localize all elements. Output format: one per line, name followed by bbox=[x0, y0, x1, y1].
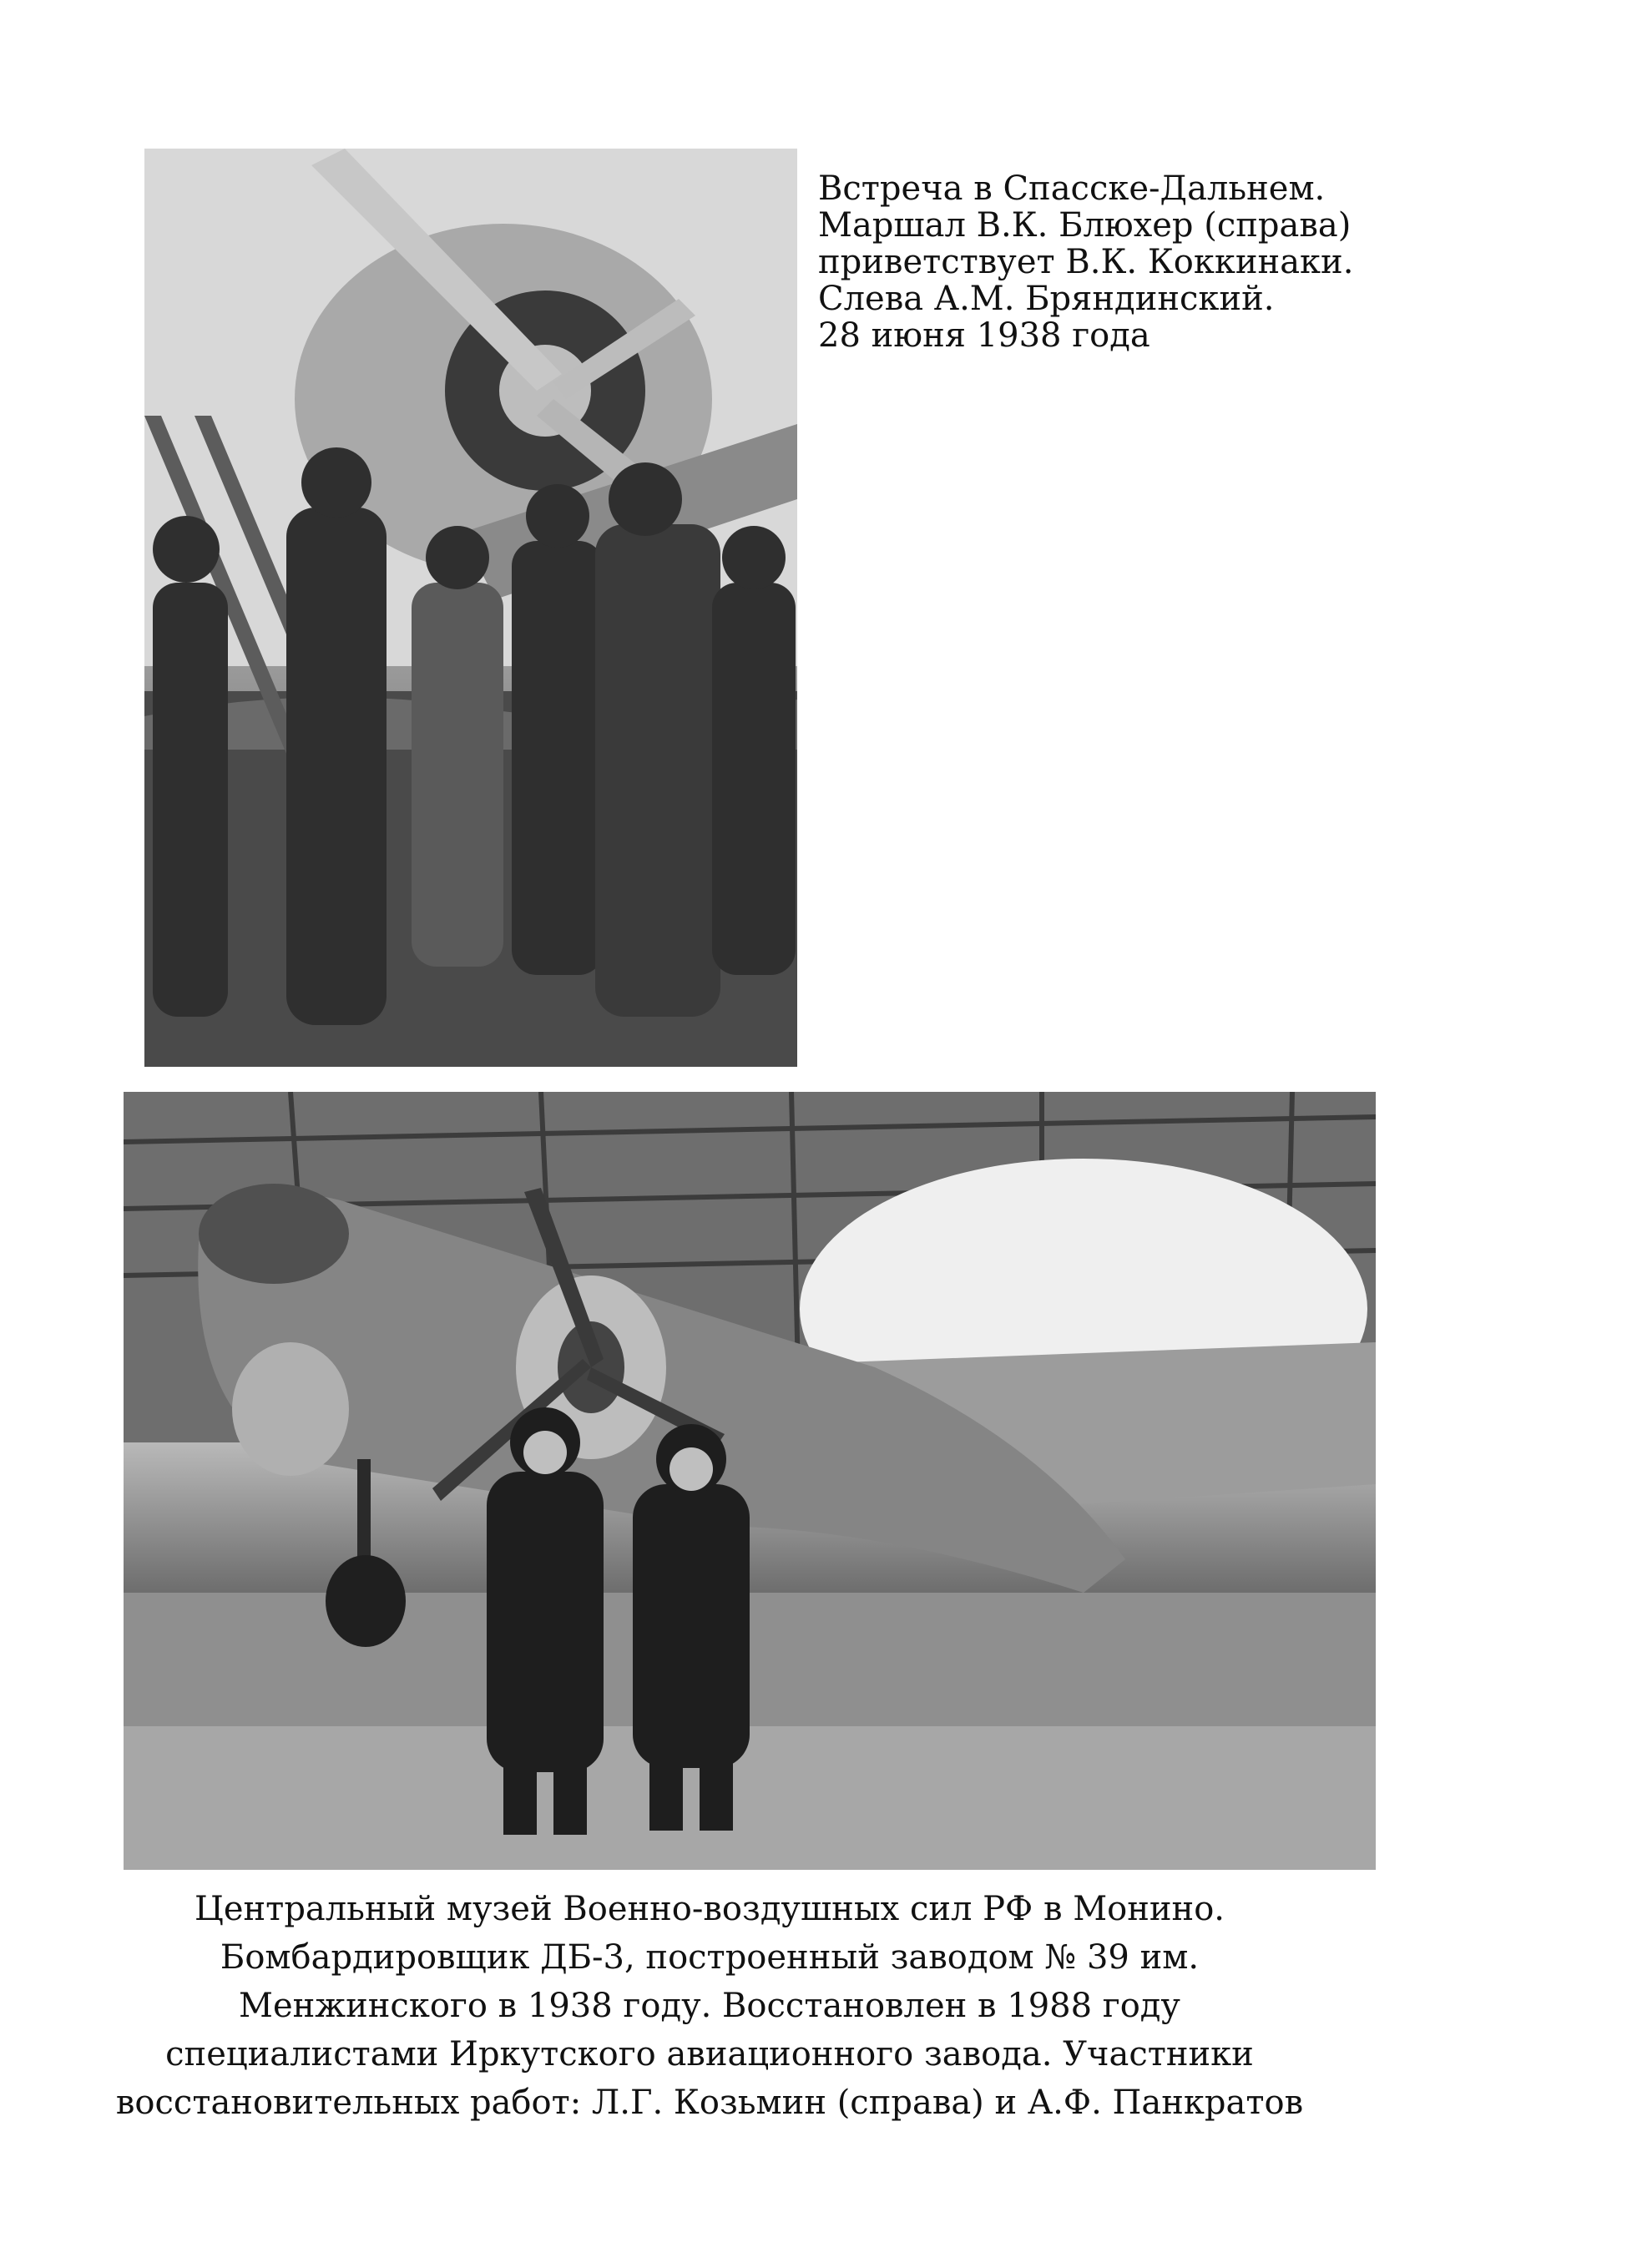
caption-line: восстановительных работ: Л.Г. Козьмин (справа) и А.Ф. Панкратов bbox=[115, 2084, 1304, 2122]
caption-line: 28 июня 1938 года bbox=[818, 316, 1150, 355]
caption-line: Центральный музей Военно-воздушных сил РФ в Монино. bbox=[194, 1890, 1225, 1928]
caption-line: Маршал В.К. Блюхер (справа) bbox=[818, 206, 1352, 245]
caption-line: приветствует В.К. Коккинаки. bbox=[818, 243, 1354, 281]
caption-line: Бомбардировщик ДБ-3, построенный заводом № 39 им. bbox=[220, 1938, 1200, 1977]
caption-line: Слева А.М. Бряндинский. bbox=[818, 280, 1275, 318]
photo-db3-bomber-hangar bbox=[124, 1092, 1376, 1870]
photo-greeting-spassk bbox=[144, 149, 797, 1067]
caption-greeting-spassk bbox=[818, 170, 1402, 354]
caption-db3-bomber bbox=[83, 1885, 1336, 2127]
caption-line: специалистами Иркутского авиационного завода. Участники bbox=[165, 2035, 1254, 2074]
photo-bomber-illustration bbox=[124, 1092, 1376, 1870]
caption-line: Менжинского в 1938 году. Восстановлен в 1988 году bbox=[239, 1987, 1180, 2025]
photo-greeting-illustration bbox=[144, 149, 797, 1067]
caption-line: Встреча в Спасске-Дальнем. bbox=[818, 169, 1326, 208]
